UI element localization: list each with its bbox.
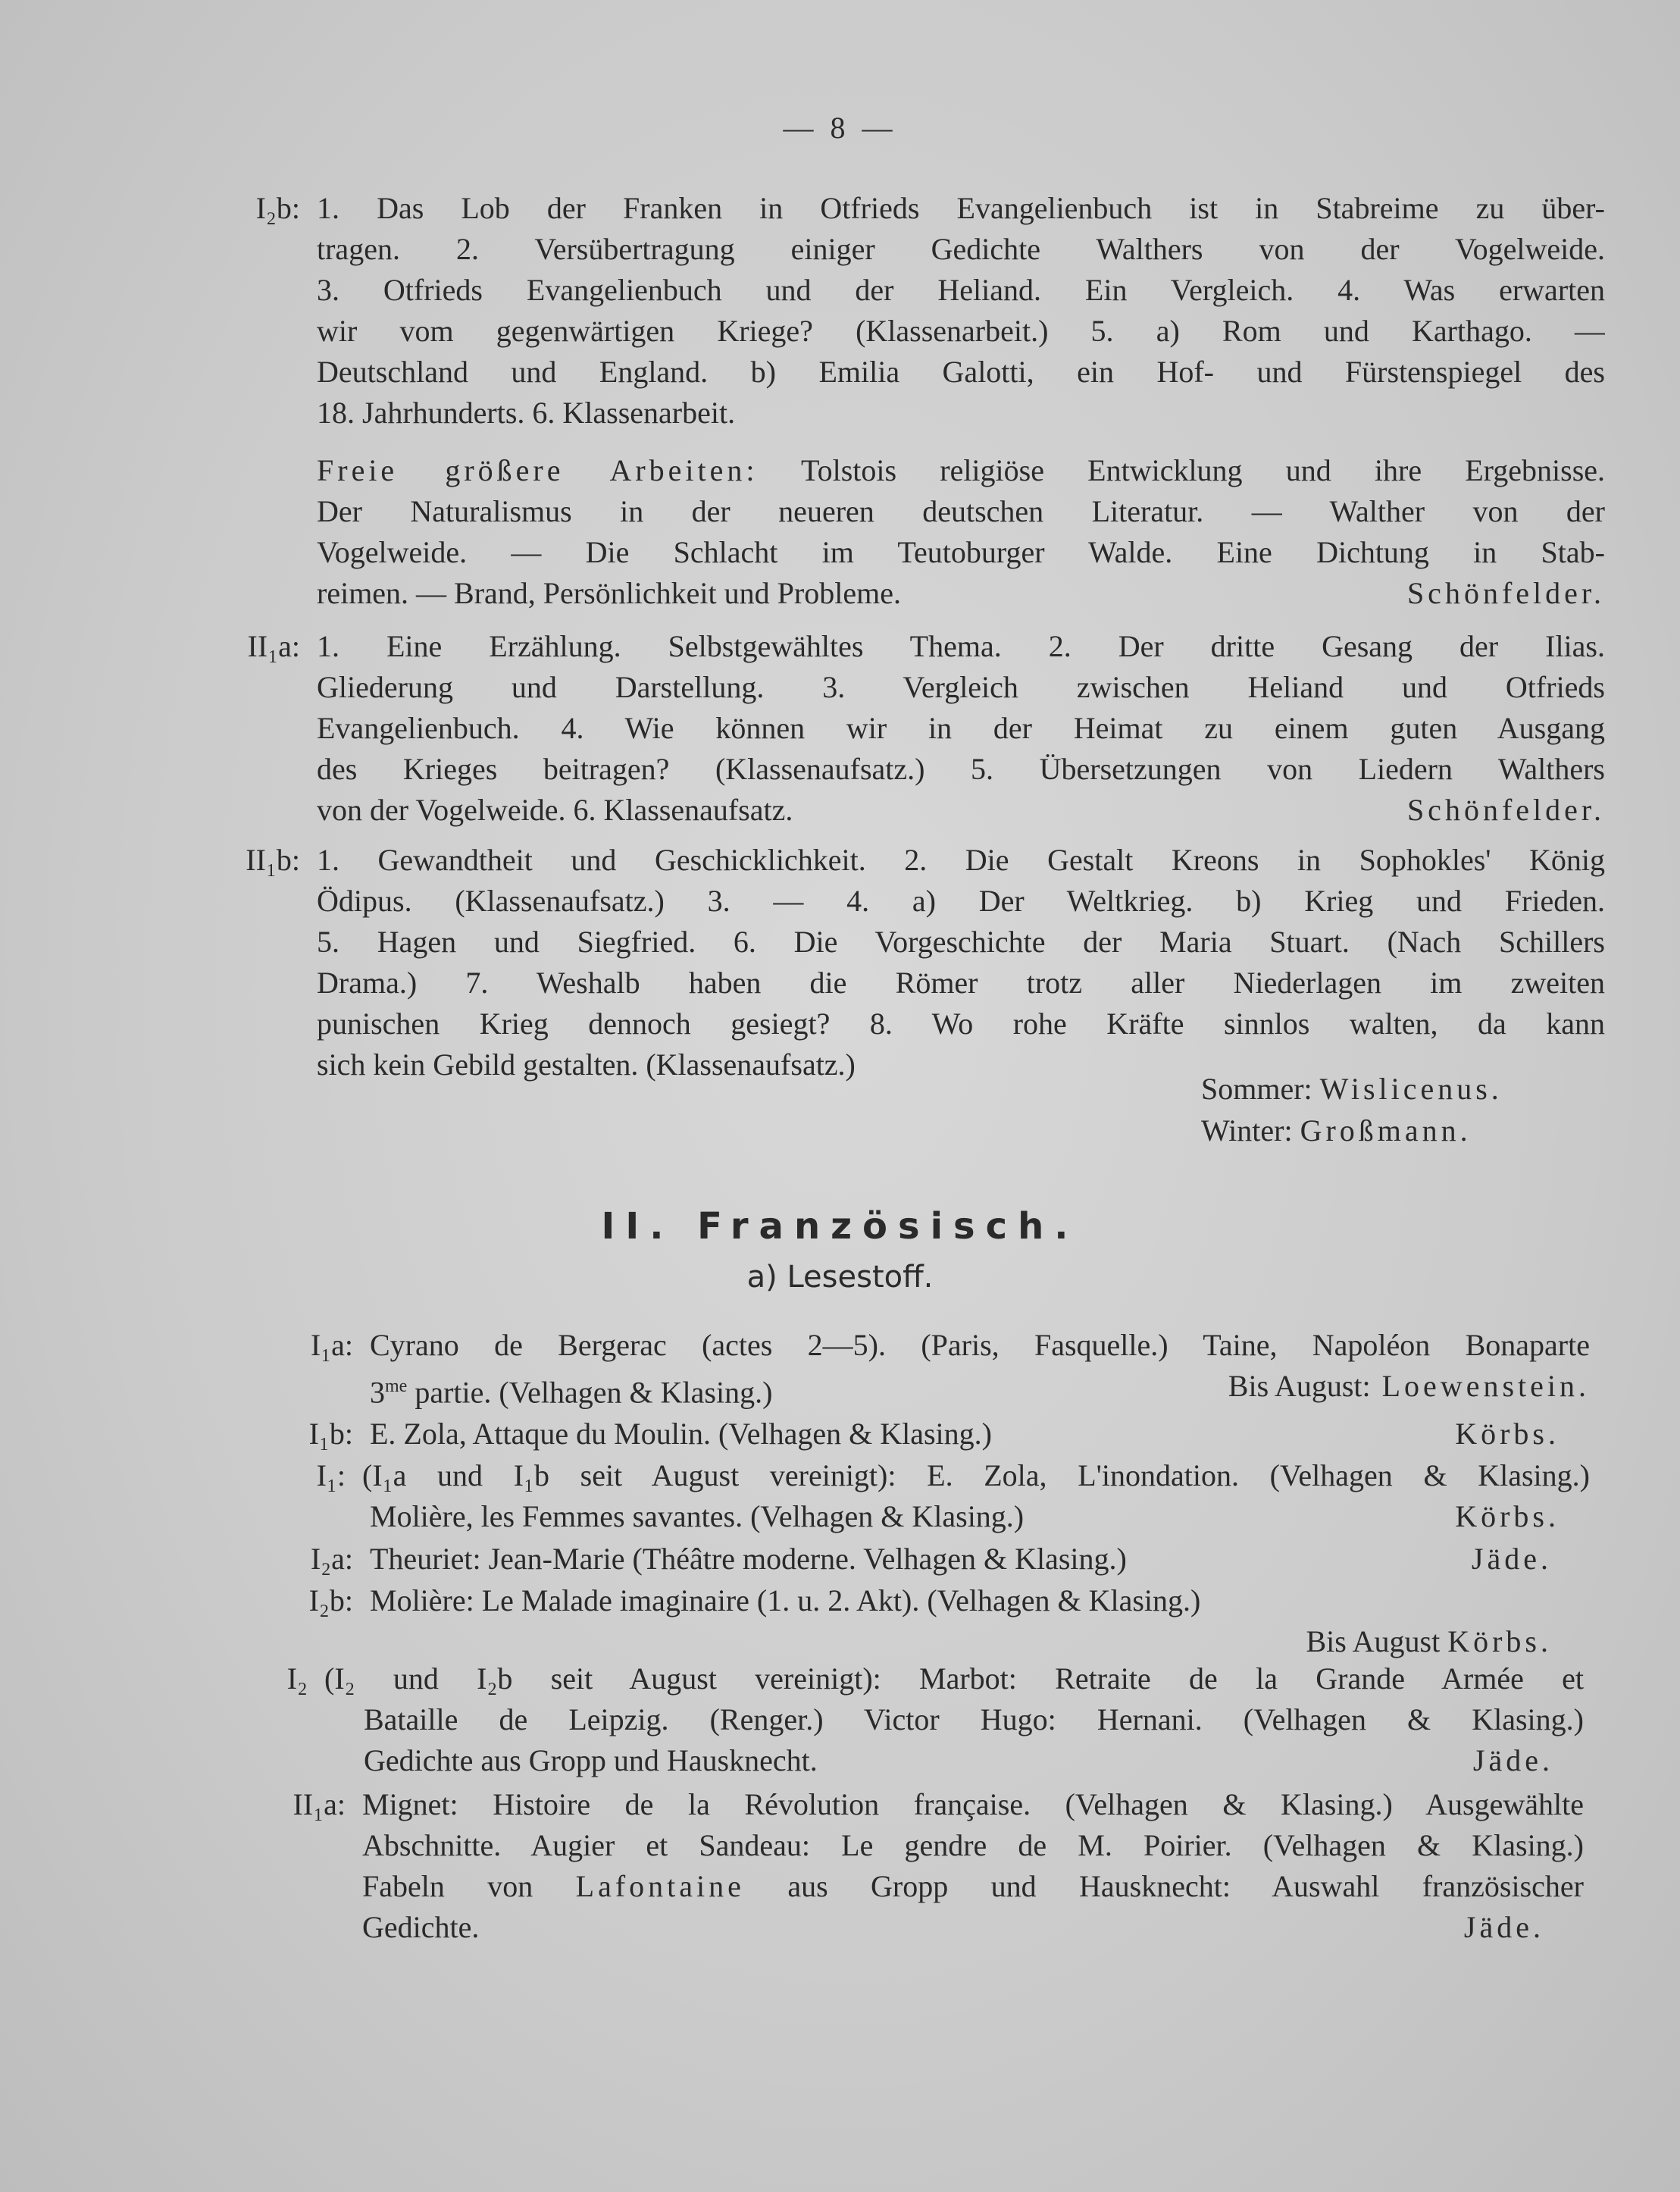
text-line — [362, 1907, 1544, 1948]
text-line-content: Gedichte. — [362, 1910, 480, 1944]
french-entry-i1 — [316, 1455, 1590, 1537]
text-line — [317, 573, 1605, 614]
text-line: Drama.) 7. Weshalb haben die Römer trotz aller Niederlagen im zweiten — [317, 966, 1605, 1000]
note-label: Bis August: — [1228, 1369, 1371, 1403]
teacher-signature: Körbs. — [1447, 1624, 1552, 1658]
text-line — [362, 1496, 1560, 1537]
text-line: Bataille de Leipzig. (Renger.) Victor Hugo: Hernani. (Velhagen & Klasing.) — [364, 1702, 1584, 1736]
teacher-signature: Körbs. — [1455, 1417, 1560, 1451]
teacher-signature: Loewenstein. — [1381, 1369, 1590, 1403]
text-line: 18. Jahrhunderts. 6. Klassenarbeit. — [317, 396, 736, 430]
text-line-content: Gedichte aus Gropp und Hausknecht. — [364, 1743, 818, 1777]
text-line — [370, 1539, 1552, 1580]
text-line: Mignet: Histoire de la Révolution française. (Velhagen & Klasing.) Ausgewählte — [362, 1787, 1584, 1821]
text-line: (I₂ und I₂b seit August vereinigt): Marbot: Retraite de la Grande Armée et — [324, 1661, 1584, 1696]
text-line: Abschnitte. Augier et Sandeau: Le gendre de M. Poirier. (Velhagen & Klasing.) — [362, 1828, 1584, 1862]
free-work-label: Freie größere Arbeiten: — [317, 453, 759, 487]
text-line: Molière: Le Malade imaginaire (1. u. 2. Akt). (Velhagen & Klasing.) — [370, 1583, 1201, 1617]
text-line-content: Theuriet: Jean-Marie (Théâtre moderne. Velhagen & Klasing.) — [370, 1542, 1127, 1576]
text-line: wir vom gegenwärtigen Kriege? (Klassenarbeit.) 5. a) Rom und Karthago. — — [317, 314, 1605, 348]
text-line: des Krieges beitragen? (Klassenaufsatz.) 5. Übersetzungen von Liedern Walthers — [317, 752, 1605, 786]
text-line: Evangelienbuch. 4. Wie können wir in der Heimat zu einem guten Ausgang — [317, 711, 1605, 745]
text-line: 3. Otfrieds Evangelienbuch und der Heliand. Ein Vergleich. 4. Was erwarten — [317, 273, 1605, 307]
text-line: Deutschland und England. b) Emilia Galotti, ein Hof- und Fürstenspiegel des — [317, 355, 1605, 389]
section-title: II. Französisch. — [601, 1205, 1079, 1248]
class-label: I₂ — [286, 1661, 308, 1696]
edition-superscript: me — [385, 1376, 408, 1396]
teacher-signature: Jäde. — [1472, 1743, 1553, 1777]
french-entry-i1b — [308, 1414, 1560, 1455]
text-line — [370, 1366, 1590, 1413]
text-line: 1. Eine Erzählung. Selbstgewähltes Thema. 2. Der dritte Gesang der Ilias. — [317, 629, 1605, 663]
summer-teacher: Wislicenus. — [1319, 1072, 1503, 1106]
winter-teacher: Großmann. — [1300, 1113, 1472, 1148]
french-entry-i2 — [286, 1658, 1584, 1781]
text-line: tragen. 2. Versübertragung einiger Gedichte Walthers von der Vogelweide. — [317, 232, 1605, 266]
class-label: II₁b: — [246, 843, 300, 877]
text-line: Der Naturalismus in der neueren deutschen Literatur. — Walther von der — [317, 494, 1605, 528]
text-line: (I₁a und I₁b seit August vereinigt): E. Zola, L'inondation. (Velhagen & Klasing.) — [362, 1458, 1590, 1492]
text-line: sich kein Gebild gestalten. (Klassenaufsatz.) — [317, 1047, 856, 1082]
teacher-signature: Jäde. — [1463, 1910, 1544, 1944]
free-work-line — [317, 450, 1605, 491]
winter-label: Winter: — [1201, 1113, 1293, 1148]
class-label: I₂b: — [255, 191, 300, 225]
note-label: Bis August — [1306, 1624, 1441, 1658]
text-line-content: Molière, les Femmes savantes. (Velhagen & Klasing.) — [370, 1499, 1025, 1533]
text-line: Ödipus. (Klassenaufsatz.) 3. — 4. a) Der Weltkrieg. b) Krieg und Frieden. — [317, 884, 1605, 918]
text-line: Gliederung und Darstellung. 3. Vergleich zwischen Heliand und Otfrieds — [317, 670, 1605, 704]
text-line: Vogelweide. — Die Schlacht im Teutoburger Walde. Eine Dichtung in Stab- — [317, 535, 1605, 569]
class-label: I₂a: — [310, 1542, 353, 1576]
teacher-signature: Schönfelder. — [1406, 576, 1605, 610]
text-line-content: Fabeln von — [362, 1869, 576, 1903]
german-entry-i2b — [255, 188, 1605, 614]
text-line: punischen Krieg dennoch gesiegt? 8. Wo rohe Kräfte sinnlos walten, da kann — [317, 1007, 1605, 1041]
text-line — [362, 1866, 1584, 1907]
french-entry-i2b — [308, 1580, 1552, 1662]
class-label: II₁a: — [247, 629, 300, 663]
text-line-content: partie. (Velhagen & Klasing.) — [407, 1375, 773, 1410]
edition-number: 3 — [370, 1375, 385, 1410]
text-line: 1. Das Lob der Franken in Otfrieds Evangelienbuch ist in Stabreime zu über- — [317, 191, 1605, 225]
text-line: 1. Gewandtheit und Geschicklichkeit. 2. Die Gestalt Kreons in Sophokles' König — [317, 843, 1605, 877]
french-entry-ii1a — [293, 1784, 1584, 1948]
text-line-content: aus Gropp und Hausknecht: Auswahl französischer — [744, 1869, 1584, 1903]
free-work-text: Tolstois religiöse Entwicklung und ihre Ergebnisse. — [800, 453, 1605, 487]
teacher-signature: Jäde. — [1471, 1542, 1552, 1576]
summer-label: Sommer: — [1201, 1072, 1312, 1106]
teacher-line — [1228, 1366, 1590, 1407]
section-subtitle: a) Lesestoff. — [746, 1260, 934, 1295]
class-label: I₁b: — [308, 1417, 353, 1451]
teacher-signature: Körbs. — [1455, 1499, 1560, 1533]
text-line-content: reimen. — Brand, Persönlichkeit und Probleme. — [317, 576, 901, 610]
german-entry-ii1a — [247, 626, 1605, 831]
text-line: 5. Hagen und Siegfried. 6. Die Vorgeschichte der Maria Stuart. (Nach Schillers — [317, 925, 1605, 959]
text-line — [370, 1414, 1560, 1455]
french-entry-i1a — [310, 1325, 1590, 1413]
text-line — [324, 1740, 1553, 1781]
french-entry-i2a — [310, 1539, 1552, 1580]
text-line-content: E. Zola, Attaque du Moulin. (Velhagen & Klasing.) — [370, 1417, 992, 1451]
class-label: I₁: — [316, 1458, 346, 1492]
class-label: II₁a: — [293, 1787, 346, 1821]
winter-teacher-line — [1201, 1110, 1472, 1151]
class-label: I₂b: — [308, 1583, 353, 1617]
page-number: — 8 — — [783, 111, 897, 145]
text-line — [317, 790, 1605, 831]
text-line: Cyrano de Bergerac (actes 2—5). (Paris, Fasquelle.) Taine, Napoléon Bonaparte — [370, 1328, 1590, 1362]
class-label: I₁a: — [310, 1328, 353, 1362]
german-entry-ii1b — [246, 840, 1605, 1085]
author-name: Lafontaine — [575, 1869, 745, 1903]
summer-teacher-line — [1201, 1069, 1503, 1110]
text-line-content: von der Vogelweide. 6. Klassenaufsatz. — [317, 793, 793, 827]
teacher-line — [370, 1621, 1552, 1662]
teacher-signature: Schönfelder. — [1406, 793, 1605, 827]
